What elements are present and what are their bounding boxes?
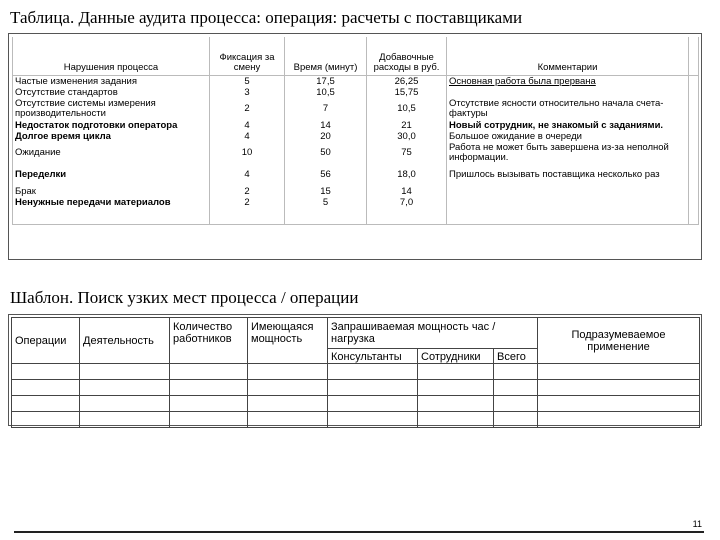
header-employees: Сотрудники (418, 349, 494, 364)
header-fixation: Фиксация за смену (210, 37, 285, 76)
empty-cell (367, 216, 447, 225)
fixation-cell: 2 (210, 186, 285, 197)
empty-cell (248, 412, 328, 428)
empty-cell (12, 380, 80, 396)
empty-cell (248, 396, 328, 412)
table-row (13, 98, 699, 120)
empty-cell (328, 364, 418, 380)
audit-table-panel (8, 33, 702, 260)
table-row (13, 186, 699, 197)
empty-cell (418, 396, 494, 412)
empty-cell (285, 216, 367, 225)
empty-cell (13, 208, 210, 216)
fixation-cell: 2 (210, 197, 285, 208)
empty-cell (689, 131, 699, 142)
violation-cell: Отсутствие системы измерения производительности (13, 98, 210, 120)
table-row (13, 164, 699, 186)
empty-cell (12, 412, 80, 428)
bottleneck-template-table (11, 317, 700, 428)
empty-cell (328, 380, 418, 396)
audit-header-row (13, 37, 699, 76)
header-operations: Операции (12, 318, 80, 364)
header-requested: Запрашиваемая мощность час / нагрузка (328, 318, 538, 349)
fixation-cell: 4 (210, 131, 285, 142)
empty-cell (248, 364, 328, 380)
costs-cell: 10,5 (367, 98, 447, 120)
time-cell: 7 (285, 98, 367, 120)
template-title: Шаблон. Поиск узких мест процесса / операции (10, 288, 359, 307)
header-time: Время (минут) (285, 37, 367, 76)
empty-cell (418, 412, 494, 428)
header-activity: Деятельность (80, 318, 170, 364)
comment-cell: Отсутствие ясности относительно начала счета-фактуры (447, 98, 689, 120)
audit-title: Таблица. Данные аудита процесса: операция: расчеты с поставщиками (10, 8, 523, 27)
empty-cell (170, 412, 248, 428)
comment-cell: Основная работа была прервана (447, 76, 689, 88)
time-cell: 20 (285, 131, 367, 142)
costs-cell: 21 (367, 120, 447, 131)
empty-cell (170, 396, 248, 412)
empty-cell (538, 396, 700, 412)
empty-cell (494, 412, 538, 428)
empty-cell (494, 396, 538, 412)
comment-cell (447, 87, 689, 98)
empty-cell (12, 364, 80, 380)
empty-cell (13, 216, 210, 225)
empty-cell (80, 412, 170, 428)
time-cell: 15 (285, 186, 367, 197)
header-violations: Нарушения процесса (13, 37, 210, 76)
header-capacity: Имеющаяся мощность (248, 318, 328, 364)
costs-cell: 75 (367, 142, 447, 164)
table-row (13, 120, 699, 131)
empty-cell (170, 380, 248, 396)
time-cell: 50 (285, 142, 367, 164)
violation-cell: Переделки (13, 164, 210, 186)
template-header-row (12, 318, 700, 349)
violation-cell: Ожидание (13, 142, 210, 164)
time-cell: 5 (285, 197, 367, 208)
table-row (13, 216, 699, 225)
fixation-cell: 3 (210, 87, 285, 98)
empty-cell (210, 208, 285, 216)
fixation-cell: 4 (210, 120, 285, 131)
empty-cell (367, 208, 447, 216)
empty-cell (285, 208, 367, 216)
empty-cell (689, 98, 699, 120)
empty-cell (328, 412, 418, 428)
table-row (13, 87, 699, 98)
comment-cell: Работа не может быть завершена из-за неполной информации. (447, 142, 689, 164)
table-row (12, 412, 700, 428)
table-row (13, 197, 699, 208)
empty-cell (538, 380, 700, 396)
violation-cell: Отсутствие стандартов (13, 87, 210, 98)
costs-cell: 15,75 (367, 87, 447, 98)
empty-cell (170, 364, 248, 380)
empty-cell (689, 120, 699, 131)
comment-cell (447, 186, 689, 197)
header-intended: Подразумеваемое применение (538, 318, 700, 364)
audit-table (12, 37, 699, 225)
empty-cell (494, 364, 538, 380)
costs-cell: 14 (367, 186, 447, 197)
costs-cell: 18,0 (367, 164, 447, 186)
empty-cell (689, 76, 699, 88)
empty-cell (689, 208, 699, 216)
comment-cell: Новый сотрудник, не знакомый с заданиями. (447, 120, 689, 131)
costs-cell: 7,0 (367, 197, 447, 208)
violation-cell: Ненужные передачи материалов (13, 197, 210, 208)
empty-cell (689, 87, 699, 98)
comment-cell: Пришлось вызывать поставщика несколько раз (447, 164, 689, 186)
fixation-cell: 5 (210, 76, 285, 88)
empty-cell (447, 216, 689, 225)
violation-cell: Частые изменения задания (13, 76, 210, 88)
template-table-panel (8, 314, 702, 426)
empty-cell (494, 380, 538, 396)
empty-cell (418, 380, 494, 396)
empty-cell (538, 364, 700, 380)
empty-cell (80, 396, 170, 412)
empty-cell (418, 364, 494, 380)
time-cell: 17,5 (285, 76, 367, 88)
time-cell: 14 (285, 120, 367, 131)
table-row (12, 364, 700, 380)
table-row (13, 208, 699, 216)
fixation-cell: 4 (210, 164, 285, 186)
empty-cell (210, 216, 285, 225)
time-cell: 56 (285, 164, 367, 186)
comment-cell (447, 197, 689, 208)
violation-cell: Долгое время цикла (13, 131, 210, 142)
fixation-cell: 2 (210, 98, 285, 120)
table-row (13, 76, 699, 88)
header-workers: Количество работников (170, 318, 248, 364)
empty-cell (689, 186, 699, 197)
violation-cell: Недостаток подготовки оператора (13, 120, 210, 131)
empty-cell (12, 396, 80, 412)
fixation-cell: 10 (210, 142, 285, 164)
table-row (13, 131, 699, 142)
costs-cell: 30,0 (367, 131, 447, 142)
page-number: 11 (692, 519, 702, 529)
header-costs: Добавочные расходы в руб. (367, 37, 447, 76)
time-cell: 10,5 (285, 87, 367, 98)
costs-cell: 26,25 (367, 76, 447, 88)
header-consultants: Консультанты (328, 349, 418, 364)
table-row (13, 142, 699, 164)
empty-cell (80, 380, 170, 396)
header-comments: Комментарии (447, 37, 689, 76)
empty-cell (248, 380, 328, 396)
table-row (12, 380, 700, 396)
table-row (12, 396, 700, 412)
empty-cell (689, 164, 699, 186)
footer-divider (14, 531, 704, 533)
violation-cell: Брак (13, 186, 210, 197)
empty-cell (447, 208, 689, 216)
empty-cell (80, 364, 170, 380)
empty-cell (689, 197, 699, 208)
empty-cell (689, 216, 699, 225)
empty-cell (689, 142, 699, 164)
empty-cell (538, 412, 700, 428)
header-total: Всего (494, 349, 538, 364)
empty-cell (328, 396, 418, 412)
comment-cell: Большое ожидание в очереди (447, 131, 689, 142)
header-empty (689, 37, 699, 76)
